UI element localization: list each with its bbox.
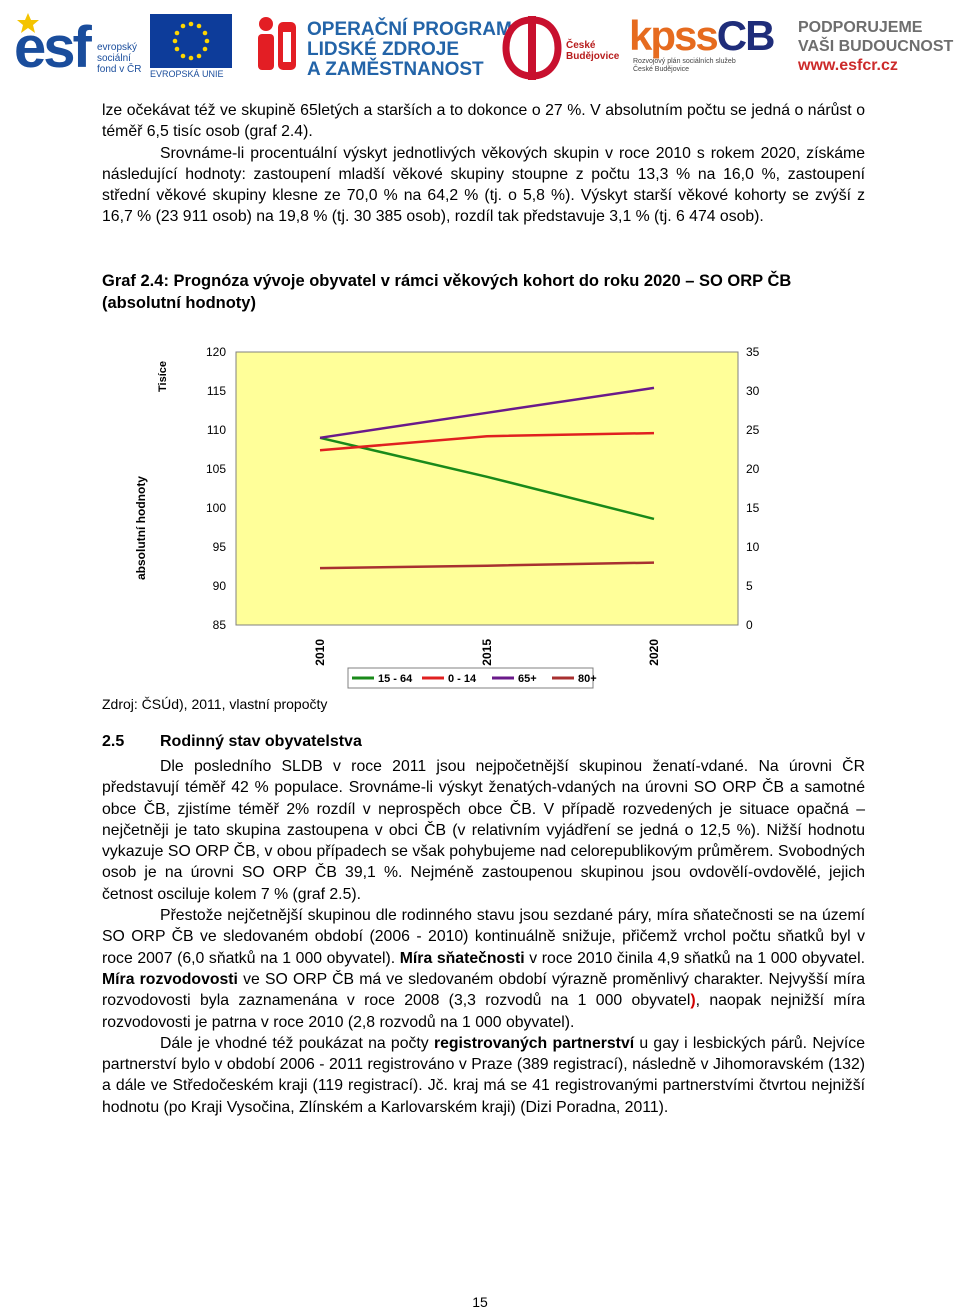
op-text <box>307 20 512 80</box>
graph-title: Graf 2.4: Prognóza vývoje obyvatel v rámci věkových kohort do roku 2020 – SO ORP ČB (absolutní hodnoty) <box>102 272 792 312</box>
p2-red-paren: ) <box>690 992 696 1010</box>
support-line: PODPORUJEME <box>798 19 923 36</box>
section-number: 2.5 <box>102 733 125 750</box>
intro-paragraph-1: lze očekávat též ve skupině 65letých a starších a to dokonce o 27 %. V absolutním počtu se jedná o nárůst o téměř 6,5 tisíc osob (graf 2.4). <box>102 102 865 141</box>
right-tick-label: 15 <box>746 501 760 515</box>
right-tick-label: 0 <box>746 618 753 632</box>
section-paragraph-2 <box>102 905 865 1033</box>
legend-label: 0 - 14 <box>448 673 477 685</box>
kpss-sub-line: České Budějovice <box>633 66 690 73</box>
support-url: www.esfcr.cz <box>798 57 898 74</box>
right-tick-label: 5 <box>746 579 753 593</box>
right-tick-label: 25 <box>746 423 760 437</box>
unit-label: Tisíce <box>157 361 169 392</box>
eu-label: EVROPSKÁ UNIE <box>150 69 224 79</box>
left-tick-label: 85 <box>212 618 226 632</box>
left-tick-label: 95 <box>212 540 226 554</box>
kpss-word <box>629 14 773 58</box>
op-line: A ZAMĚSTNANOST <box>307 59 484 80</box>
left-tick-label: 120 <box>205 345 226 359</box>
x-tick-label: 2010 <box>313 639 327 666</box>
x-tick-label: 2015 <box>480 639 494 666</box>
p3-bold-partnerships: registrovaných partnerství <box>433 1034 635 1052</box>
p2-text-a: Přestože nejčetnější skupinou dle rodinného stavu jsou sezdané páry, míra sňatečnosti se na území SO ORP ČB ve sledovaném období (2006 - 2010) kontinuálně snižuje, přičemž vrchol počtu sňatků byl v roce 2007 (6,0 sňatků na 1 000 obyvatel). <box>102 907 865 967</box>
cb-line: České <box>566 40 596 51</box>
esf-subtitle <box>97 42 141 75</box>
support-line: VAŠI BUDOUCNOST <box>798 38 954 55</box>
kpss-subtitle <box>633 58 736 74</box>
legend-label: 15 - 64 <box>378 673 413 685</box>
p3-text-c: u gay i lesbických párů. Nejvíce partnerství bylo v období 2006 - 2011 registrováno v Praze (389 registrací), následně v Jihomoravském (132) a dále ve Středočeském kraji (119 registrací). Jč. kraj má se 41 registrovanými partnerstvími čtvrtou nejnižší hodnotu (po Kraji Vysočina, Zlínském a Karlovarském kraji) (Dizi Poradna, 2011). <box>102 1034 865 1116</box>
esf-word: esf <box>14 15 89 80</box>
population-chart <box>120 338 800 698</box>
plot-area <box>236 352 738 625</box>
y-axis-label: absolutní hodnoty <box>134 476 148 580</box>
p3-text-a: Dále je vhodné též poukázat na počty <box>160 1034 434 1052</box>
kpss-sub-line: Rozvojový plán sociálních služeb <box>633 58 736 65</box>
p2-bold-divorce-rate: Míra rozvodovosti <box>102 970 238 988</box>
header-logos <box>0 0 960 92</box>
left-tick-label: 90 <box>212 579 226 593</box>
legend-label: 65+ <box>518 673 537 685</box>
esf-sub-line: evropský <box>97 42 138 53</box>
cb-line: Budějovice <box>566 51 620 62</box>
section-paragraph-3 <box>102 1033 865 1118</box>
intro-paragraph-2: Srovnáme-li procentuální výskyt jednotlivých věkových skupin v roce 2010 s rokem 2020, získáme následující hodnoty: zastoupení mladší věkové skupiny stoupne z počtu 13,3 % na 16,0 %, zastoupení střední věkové skupiny klesne ze 70,0 % na 64,2 % (tj. o 5,8 %). Výskyt starší věkové kohorty se zvýší z 16,7 % (23 911 osob) na 19,8 % (tj. 30 385 osob), rozdíl tak představuje 3,1 % (tj. 6 474 osob). <box>102 144 865 226</box>
op-figure-icon <box>254 14 300 74</box>
legend-label: 80+ <box>578 673 597 685</box>
kpss-word-b: CB <box>716 12 774 59</box>
op-line: OPERAČNÍ PROGRAM <box>307 19 512 40</box>
esf-sub-line: fond v ČR <box>97 64 142 75</box>
right-tick-label: 30 <box>746 384 760 398</box>
section-paragraph-1: Dle posledního SLDB v roce 2011 jsou nejpočetnější skupinou ženatí-vdané. Na úrovni ČR představují téměř 42 % populace. Srovnáme-li výskyt ženatých-vdaných na úrovni SO ORP ČB a samotné obce ČB, zjistíme téměř 2% rozdíl v neprospěch obce ČB. V případě rozvedených je situace opačná – nejčetněji je tato skupina zastoupena v obci ČB (v relativním vyjádření se jedná o 12,5 %). Nižší hodnotu vykazuje SO ORP ČB, v obou případech se však pohybujeme nad celorepublikovým průměrem. Svobodných osob je na úrovni SO ORP ČB 39,1 %. Nejméně zastoupenou skupinou jsou ovdovělí-ovdovělé, jejich četnost osciluje kolem 7 % (graf 2.5). <box>102 758 865 903</box>
intro-text <box>102 100 865 228</box>
p2-text-e: ve SO ORP ČB má ve sledovaném období výrazně proměnlivý charakter. Nejvyšší míra rozvodovosti byla zaznamenána v roce 2008 (3,3 rozvodů na 1 000 obyvatel <box>102 970 865 1010</box>
p2-text-g: , naopak nejnižší míra rozvodovosti je patrna v roce 2010 (2,8 rozvodů na 1 000 obyvatel). <box>102 992 865 1031</box>
left-tick-label: 105 <box>205 462 226 476</box>
cb-text <box>566 40 619 62</box>
right-tick-label: 35 <box>746 345 760 359</box>
page-number: 15 <box>472 1294 488 1310</box>
right-tick-label: 20 <box>746 462 760 476</box>
eu-flag-icon <box>150 14 232 68</box>
left-tick-label: 100 <box>205 501 226 515</box>
legend <box>348 668 597 688</box>
right-tick-label: 10 <box>746 540 760 554</box>
p2-text-c: v roce 2010 činila 4,9 sňatků na 1 000 obyvatel. <box>524 949 865 967</box>
left-tick-label: 110 <box>206 423 226 437</box>
section-text <box>102 756 865 1118</box>
source-note: Zdroj: ČSÚd), 2011, vlastní propočty <box>102 696 328 712</box>
support-logo <box>798 18 953 75</box>
left-tick-label: 115 <box>206 384 226 398</box>
section-title: Rodinný stav obyvatelstva <box>160 733 362 750</box>
x-tick-label: 2020 <box>647 639 661 666</box>
op-line: LIDSKÉ ZDROJE <box>307 39 460 60</box>
p2-bold-marriage-rate: Míra sňatečnosti <box>399 949 525 967</box>
esf-sub-line: sociální <box>97 53 131 64</box>
kpss-word-a: kpss <box>629 12 717 59</box>
section-heading <box>102 733 362 751</box>
cb-emblem-icon <box>502 16 562 80</box>
